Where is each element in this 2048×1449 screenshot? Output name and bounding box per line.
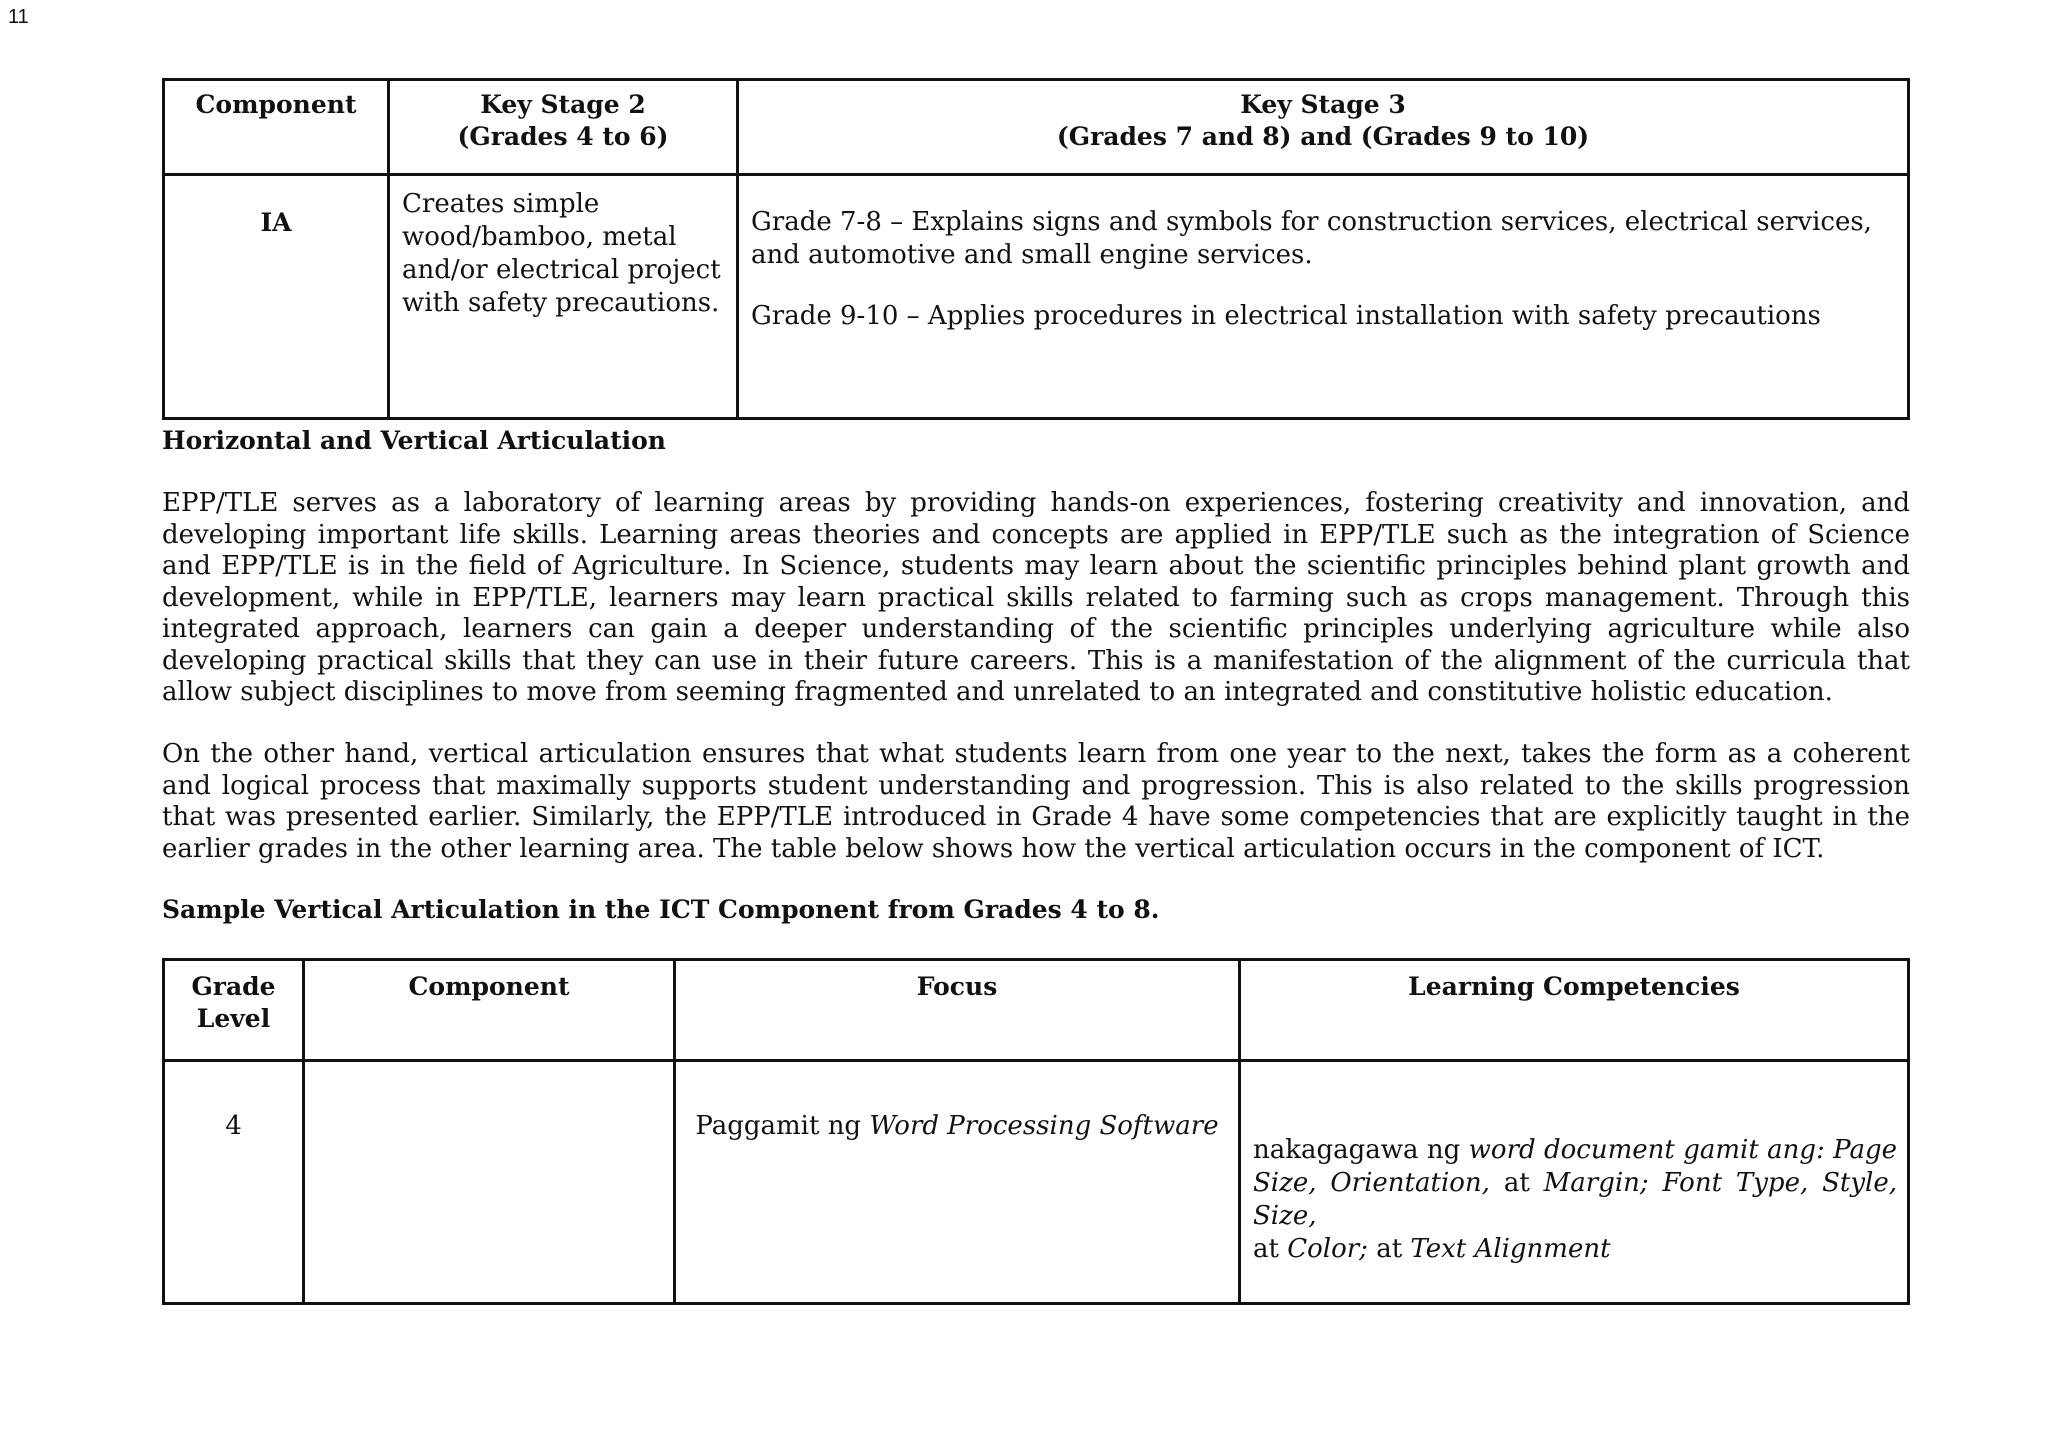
lc-text-3: at xyxy=(1253,1234,1288,1264)
header-grade-level: Grade Level xyxy=(164,960,304,1061)
lc-italic-4: Text Alignment xyxy=(1410,1234,1611,1264)
ks3-grade-7-8-text: Grade 7-8 – Explains signs and symbols for construction services, electrical services, and automotive and small engine services. xyxy=(751,207,1872,270)
table-row xyxy=(164,175,1909,419)
section-heading: Horizontal and Vertical Articulation xyxy=(162,426,666,455)
cell-component-ia: IA xyxy=(164,175,389,419)
header-ks2-subtitle: (Grades 4 to 6) xyxy=(457,122,669,151)
header-ks3-subtitle: (Grades 7 and 8) and (Grades 9 to 10) xyxy=(1056,122,1590,151)
key-stage-table-header-row xyxy=(164,80,1909,175)
cell-key-stage-3 xyxy=(738,175,1909,419)
header-key-stage-3 xyxy=(738,80,1909,175)
cell-focus xyxy=(675,1061,1240,1304)
sample-table-heading: Sample Vertical Articulation in the ICT Component from Grades 4 to 8. xyxy=(162,895,1160,924)
lc-italic-3: Color; xyxy=(1287,1234,1368,1264)
focus-prefix: Paggamit ng xyxy=(695,1111,870,1141)
cell-learning-competencies xyxy=(1240,1061,1909,1304)
paragraph-horizontal-articulation: EPP/TLE serves as a laboratory of learning areas by providing hands-on experiences, fostering creativity and innovation, and developing important life skills. Learning areas theories and concepts are applied in EPP/TLE such as the integration of Science and EPP/TLE is in the field of Agriculture. In Science, students may learn about the scientific principles behind plant growth and development, while in EPP/TLE, learners may learn practical skills related to farming such as crops management. Through this integrated approach, learners can gain a deeper understanding of the scientific principles underlying agriculture while also developing practical skills that they can use in their future careers. This is a manifestation of the alignment of the curricula that allow subject disciplines to move from seeming fragmented and unrelated to an integrated and constitutive holistic education. xyxy=(162,488,1910,707)
header-focus: Focus xyxy=(675,960,1240,1061)
ks3-grade-9-10-text: Grade 9-10 – Applies procedures in electrical installation with safety precautions xyxy=(751,301,1821,331)
header-component: Component xyxy=(304,960,675,1061)
paragraph-vertical-articulation: On the other hand, vertical articulation ensures that what students learn from one year to the next, takes the form as a coherent and logical process that maximally supports student understanding and progression. This is also related to the skills progression that was presented earlier. Similarly, the EPP/TLE introduced in Grade 4 have some competencies that are explicitly taught in the earlier grades in the other learning area. The table below shows how the vertical articulation occurs in the component of ICT. xyxy=(162,739,1910,864)
lc-text-1: nakagagawa ng xyxy=(1253,1135,1469,1165)
lc-text-4: at xyxy=(1367,1234,1411,1264)
vertical-articulation-table xyxy=(162,958,1910,1305)
table-row xyxy=(164,1061,1909,1304)
lc-italic-1: word document gamit ang: Page Size, Orientation, xyxy=(1253,1135,1898,1198)
header-learning-competencies: Learning Competencies xyxy=(1240,960,1909,1061)
header-component: Component xyxy=(164,80,389,175)
cell-grade-level: 4 xyxy=(164,1061,304,1304)
focus-italic: Word Processing Software xyxy=(869,1111,1219,1141)
page-number: 11 xyxy=(8,6,29,28)
cell-key-stage-2: Creates simple wood/bamboo, metal and/or electrical project with safety precautions. xyxy=(389,175,738,419)
lc-text-2: at xyxy=(1489,1168,1544,1198)
header-ks2-title: Key Stage 2 xyxy=(480,90,646,119)
header-key-stage-2 xyxy=(389,80,738,175)
key-stage-table xyxy=(162,78,1910,420)
vertical-articulation-header-row xyxy=(164,960,1909,1061)
cell-component xyxy=(304,1061,675,1304)
lc-italic-2: Margin; Font Type, Style, Size, xyxy=(1253,1168,1898,1231)
header-ks3-title: Key Stage 3 xyxy=(1240,90,1406,119)
